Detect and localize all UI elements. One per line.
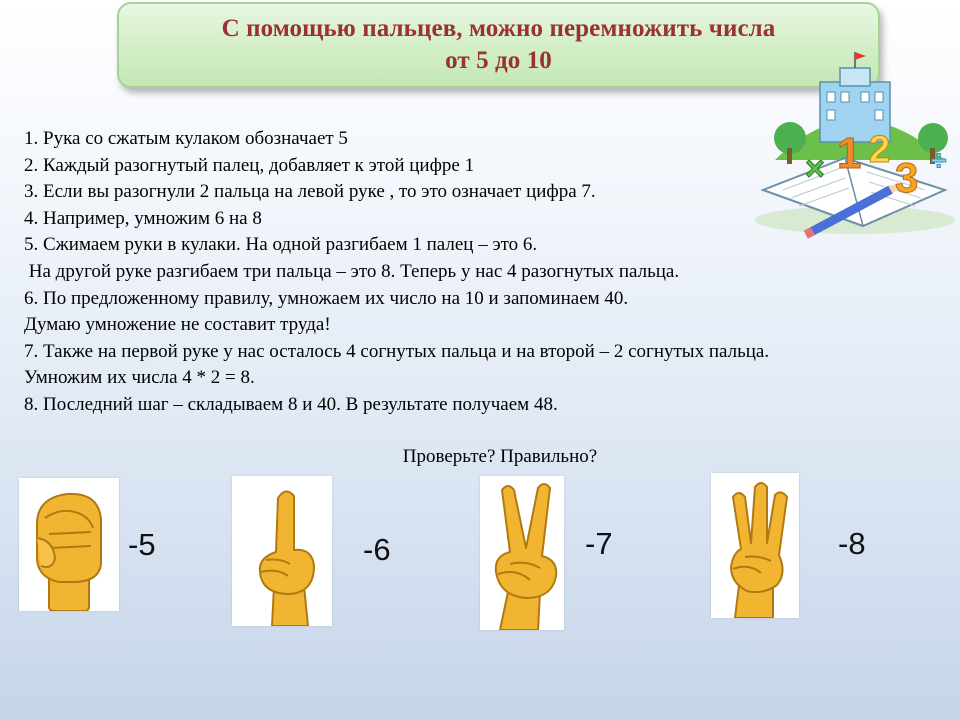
title-line-1: С помощью пальцев, можно перемножить числа (221, 15, 776, 42)
digit-3-glyph: 3 (895, 154, 919, 201)
digit-1-glyph: 1 (837, 129, 862, 178)
hand-label-5: -5 (128, 527, 156, 562)
divide-glyph: ÷ (931, 145, 947, 176)
step-line: 6. По предложенному правилу, умножаем их число на 10 и запоминаем 40. (24, 287, 629, 309)
times-glyph: × (805, 150, 825, 188)
step-line: 4. Например, умножим 6 на 8 (24, 207, 262, 229)
hand-label-6: -6 (363, 532, 391, 567)
digit-2-glyph: 2 (869, 129, 891, 171)
step-line: 5. Сжимаем руки в кулаки. На одной разгибаем 1 палец – это 6. (24, 234, 538, 256)
one-finger-hand-icon (232, 476, 332, 626)
hand-label-8: -8 (838, 526, 866, 561)
step-line: 2. Каждый разогнутый палец, добавляет к этой цифре 1 (24, 154, 475, 176)
title-line-2: от 5 до 10 (445, 47, 552, 74)
step-line: 3. Если вы разогнули 2 пальца на левой руке , то это означает цифра 7. (24, 181, 596, 203)
step-line: Думаю умножение не составит труда! (24, 314, 331, 336)
instructions-text (24, 126, 960, 419)
step-line: 7. Также на первой руке у нас осталось 4 согнутых пальца и на второй – 2 согнутых пальца. (24, 340, 770, 362)
hand-label-7: -7 (585, 526, 613, 561)
two-fingers-hand-icon (480, 476, 564, 630)
step-line: 8. Последний шаг – складываем 8 и 40. В результате получаем 48. (24, 393, 558, 415)
fist-hand-icon (19, 478, 119, 611)
check-question: Проверьте? Правильно? (402, 446, 598, 467)
step-line: 1. Рука со сжатым кулаком обозначает 5 (24, 128, 348, 149)
three-fingers-hand-icon (711, 473, 799, 618)
step-line: Умножим их числа 4 * 2 = 8. (24, 367, 255, 389)
step-line: На другой руке разгибаем три пальца – это 8. Теперь у нас 4 разогнутых пальца. (24, 260, 680, 282)
